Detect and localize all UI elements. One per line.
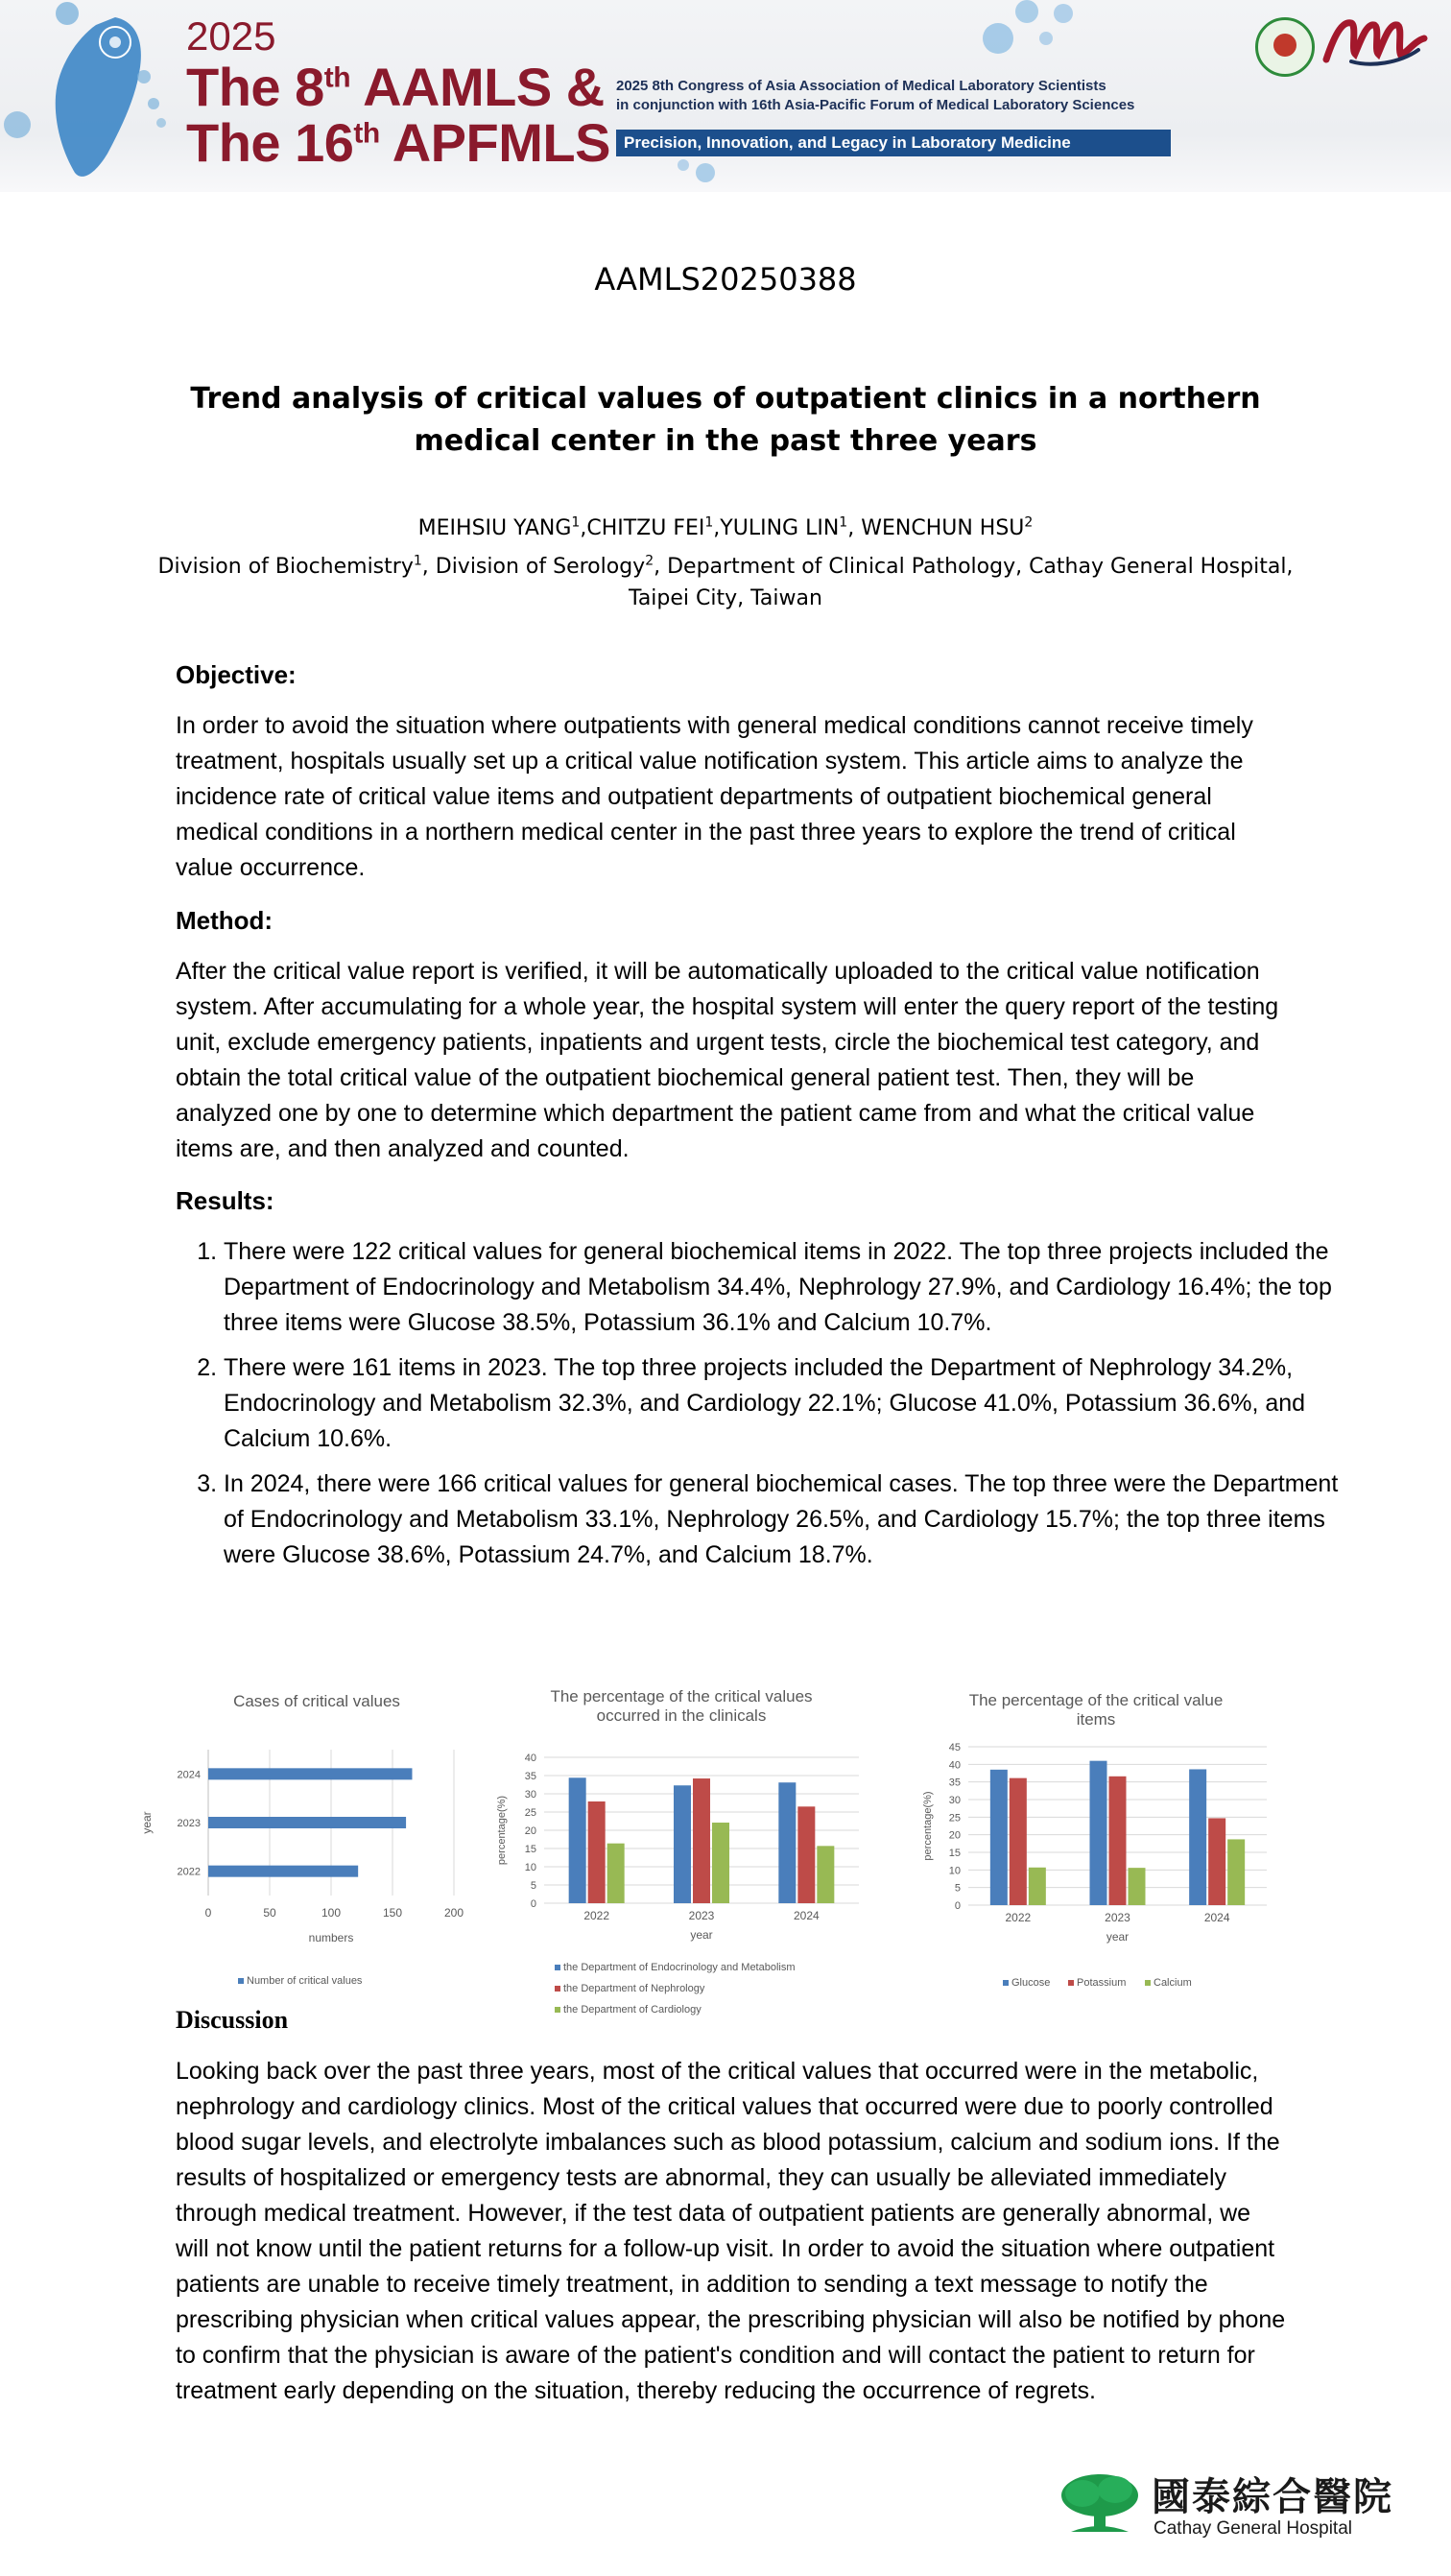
x-tick-label: 2024 (793, 1909, 820, 1922)
y-tick-label: 30 (524, 1789, 536, 1801)
author-name: CHITZU FEI (586, 516, 705, 540)
legend-label: the Department of Endocrinology and Metabolism (563, 1962, 796, 1973)
x-tick-label: 2023 (1105, 1911, 1130, 1924)
banner-congress-text: 2025 8th Congress of Asia Association of Medical Laboratory Scientists in conjunction with 16th Asia-Pacific Forum of Medical Laboratory Sciences (616, 78, 1135, 113)
y-tick-label: 5 (530, 1880, 536, 1892)
legend-swatch (555, 1986, 560, 1992)
author-name: YULING LIN (720, 516, 840, 540)
association-seal-icon (1255, 17, 1315, 77)
objective-text: In order to avoid the situation where outpatients with general medical conditions cannot receive timely treatment, hospitals usually set up a critical value notification system. This article aims to analyze the incidence rate of critical value items and outpatient departments of outpatient biochemical general medical conditions in a northern medical center in the past three years to explore the trend of critical value occurrence. (176, 712, 1253, 881)
banner-title-line-2: The 16th APFMLS (186, 112, 610, 173)
chart-clinical-percentages (489, 1675, 892, 2035)
bar (1227, 1839, 1245, 1905)
y-tick-label: 25 (948, 1812, 961, 1825)
legend-swatch (555, 2007, 560, 2013)
author-name: WENCHUN HSU (861, 516, 1025, 540)
chart-title: Cases of critical values (233, 1692, 400, 1710)
conference-banner (0, 0, 1451, 192)
x-tick-label: 150 (382, 1906, 403, 1920)
x-axis-label: numbers (308, 1931, 354, 1944)
bar (1129, 1868, 1146, 1905)
chart-cases-of-critical-values (134, 1675, 480, 2006)
bar (569, 1777, 586, 1903)
chart-title: The percentage of the critical value (968, 1691, 1224, 1709)
y-tick-label: 40 (948, 1759, 961, 1772)
results-list (176, 1234, 1346, 1583)
y-tick-label: 15 (948, 1848, 961, 1859)
legend-label: Glucose (1011, 1977, 1051, 1989)
chart-svg (134, 1675, 480, 2001)
x-tick-label: 2022 (1005, 1911, 1032, 1924)
bar (817, 1846, 834, 1903)
bar (607, 1844, 625, 1903)
bar (208, 1817, 406, 1828)
banner-year: 2025 (186, 13, 276, 59)
legend-label: Potassium (1077, 1977, 1127, 1989)
list-item: 1. There were 122 critical values for general biochemical items in 2022. The top three projects included the Department of Endocrinology and Metabolism 34.4%, Nephrology 27.9%, and Cardiology 16.4%; the top three items were Glucose 38.5%, Potassium 36.1% and Calcium 10.7%. (224, 1234, 1346, 1341)
abstract-id: AAMLS20250388 (594, 261, 857, 298)
y-axis-label: percentage(%) (922, 1791, 934, 1861)
discussion-text: Looking back over the past three years, most of the critical values that occurred were in the metabolic, nephrology and cardiology clinics. Most of the critical values that occurred were due to poorly controlled blood sugar levels, and electrolyte imbalances such as blood potassium, calcium and sodium ions. If the results of hospitalized or emergency tests are abnormal, they can usually be alleviated immediately through medical treatment. However, if the test data of outpatient patients are generally abnormal, we will not know until the patient returns for a follow-up visit. In order to avoid the situation where outpatient patients are unable to receive timely treatment, in addition to sending a text message to notify the prescribing physician when critical values appear, the prescribing physician will also be notified by phone to confirm that the physician is aware of the patient's condition and will contact the patient to return for treatment early depending on the situation, thereby reducing the occurrence of regrets. (176, 2058, 1286, 2404)
author-list: MEIHSIU YANG$^1$,CHITZU FEI$^1$,YULING LIN$^1$, WENCHUN HSU$^2$ (417, 514, 1034, 540)
bar (1208, 1818, 1225, 1905)
x-axis-label: year (690, 1928, 713, 1942)
chart-svg (489, 1675, 892, 2030)
bar (208, 1768, 412, 1779)
y-tick-label: 10 (524, 1862, 536, 1873)
y-tick-label: 2022 (177, 1866, 201, 1878)
y-tick-label: 20 (948, 1829, 961, 1842)
legend-label: the Department of Nephrology (563, 1983, 705, 1994)
legend-swatch (238, 1978, 244, 1984)
bar (990, 1770, 1008, 1905)
legend-swatch (1003, 1980, 1009, 1986)
y-tick-label: 15 (524, 1844, 536, 1855)
x-tick-label: 2022 (583, 1909, 610, 1922)
bar (1090, 1761, 1107, 1905)
y-tick-label: 35 (524, 1771, 536, 1782)
bar (797, 1806, 815, 1903)
objective-heading: Objective: (176, 660, 297, 689)
bar (1109, 1777, 1127, 1905)
bar (588, 1801, 606, 1903)
bar (1029, 1868, 1046, 1905)
legend-label: the Department of Cardiology (563, 2004, 702, 2015)
y-axis-label: year (140, 1811, 154, 1834)
hospital-name-english: Cathay General Hospital (1154, 2518, 1352, 2539)
x-tick-label: 2024 (1203, 1911, 1230, 1924)
y-tick-label: 45 (948, 1742, 961, 1753)
legend-label: Number of critical values (247, 1975, 363, 1987)
list-item: 2. There were 161 items in 2023. The top three projects included the Department of Nephrology 34.2%, Endocrinology and Metabolism 32.3%, and Cardiology 22.1%; Glucose 41.0%, Potassium 36.6%, and Calcium 10.6%. (224, 1350, 1346, 1457)
y-tick-label: 2024 (177, 1769, 201, 1781)
method-text: After the critical value report is verified, it will be automatically uploaded to the critical value notification system. After accumulating for a whole year, the hospital system will enter the query report of the testing unit, exclude emergency patients, inpatients and urgent tests, circle the biochemical test category, and obtain the total critical value of the outpatient biochemical general patient test. Then, they will be analyzed one by one to determine which department the patient came from and what the critical value items are, and then analyzed and counted. (176, 958, 1279, 1162)
legend-swatch (1145, 1980, 1151, 1986)
y-axis-label: percentage(%) (496, 1795, 508, 1866)
chart-item-percentages (912, 1675, 1296, 2006)
y-tick-label: 0 (954, 1900, 961, 1912)
chart-title: items (1076, 1710, 1116, 1729)
banner-title-line-1: The 8th AAMLS & (186, 57, 605, 117)
y-tick-label: 2023 (177, 1818, 201, 1829)
y-tick-label: 10 (948, 1865, 961, 1877)
affiliation: Division of Biochemistry$^1$, Division of Serology$^2$, Department of Clinical Pathology, Cathay General Hospital, Taipei City, Taiwan (157, 553, 1294, 610)
banner-tagline: Precision, Innovation, and Legacy in Laboratory Medicine (616, 130, 1171, 156)
results-heading: Results: (176, 1186, 274, 1215)
y-tick-label: 5 (954, 1882, 961, 1895)
y-tick-label: 30 (948, 1795, 961, 1806)
paper-title: Trend analysis of critical values of outpatient clinics in a northern medical center in the past three years (190, 382, 1261, 458)
taiwan-map-icon (56, 17, 141, 177)
hospital-name-chinese: 國泰綜合醫院 (1152, 2475, 1393, 2519)
bar (778, 1782, 796, 1903)
bar (712, 1823, 729, 1903)
y-tick-label: 0 (530, 1898, 536, 1910)
x-tick-label: 100 (321, 1906, 342, 1920)
bar (1010, 1778, 1027, 1905)
legend-label: Calcium (1154, 1977, 1192, 1989)
author-name: MEIHSIU YANG (417, 516, 572, 540)
y-tick-label: 20 (524, 1825, 536, 1837)
x-tick-label: 0 (204, 1906, 212, 1920)
bar (693, 1778, 710, 1903)
x-tick-label: 50 (263, 1906, 276, 1920)
y-tick-label: 35 (948, 1777, 961, 1789)
discussion-heading: Discussion (176, 2006, 289, 2034)
list-item: 3. In 2024, there were 166 critical values for general biochemical cases. The top three were the Department of Endocrinology and Metabolism 33.1%, Nephrology 26.5%, and Cardiology 15.7%; the top three items were Glucose 38.6%, Potassium 24.7%, and Calcium 18.7%. (224, 1467, 1346, 1573)
chart-svg (912, 1675, 1296, 2001)
legend-swatch (555, 1965, 560, 1970)
y-tick-label: 25 (524, 1807, 536, 1819)
y-tick-label: 40 (524, 1753, 536, 1764)
method-heading: Method: (176, 906, 274, 935)
x-axis-label: year (1106, 1930, 1130, 1944)
x-tick-label: 2023 (688, 1909, 715, 1922)
legend-swatch (1068, 1980, 1074, 1986)
bar (674, 1785, 691, 1903)
bar (208, 1866, 358, 1877)
aamls-logo (1322, 12, 1428, 71)
x-tick-label: 200 (443, 1906, 464, 1920)
bar (1189, 1769, 1206, 1905)
chart-title: occurred in the clinicals (596, 1706, 767, 1725)
chart-title: The percentage of the critical values (550, 1687, 813, 1705)
